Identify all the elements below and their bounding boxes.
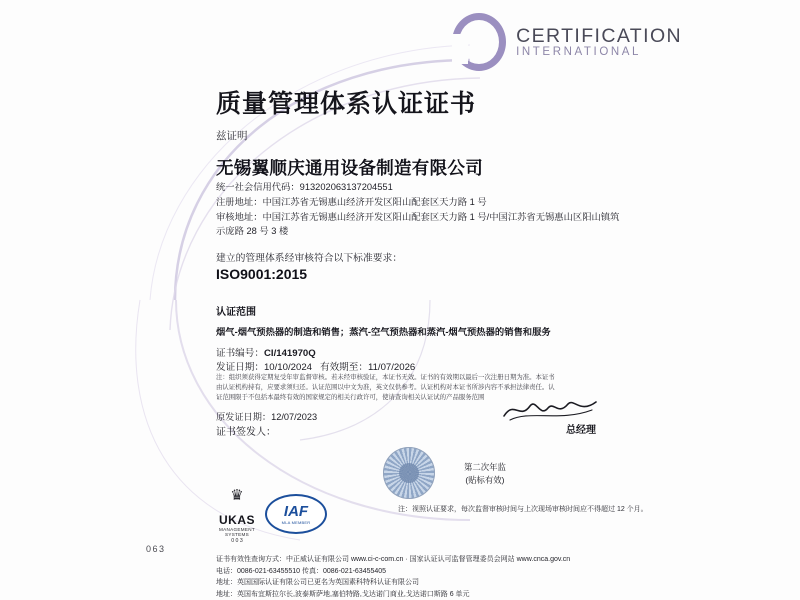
ukas-sublabel: MANAGEMENT SYSTEMS	[219, 527, 255, 537]
annual-line-2: (贴标有效)	[465, 474, 505, 485]
hereby-label: 兹证明	[216, 130, 248, 142]
iaf-mark	[265, 494, 327, 534]
issue-expiry-row	[216, 359, 415, 373]
brand-line-2: INTERNATIONAL	[516, 46, 642, 59]
expiry-date-label: 有效期至：	[319, 362, 368, 373]
standard-name: ISO9001:2015	[216, 266, 308, 282]
audit-address: 审核地址：中国江苏省无锡惠山经济开发区阳山配套区天力路 1 号/中国江苏省无锡惠山区阳山镇筑示庞路 28 号 3 楼	[216, 212, 620, 236]
expiry-date-value: 11/07/2026	[367, 362, 416, 373]
signature-icon	[500, 396, 600, 424]
original-issue-date: 原发证日期：12/07/2023	[216, 412, 318, 422]
legal-fineprint: 注：组织须获得定期复受年审监督审核。若未经审核验证，本证书无效。证书的有效期以最后一次注册日期为准。本证书由认证机构持有，应要求须归还。认证范围以中文为准，英文仅供参考。认证机构对本证书所涉内容不承担法律责任。认证范围限于不包括本最终有效的国家规定的相关行政许可，使请查询相关认证试的产品服务范围	[216, 374, 555, 401]
page-title: 质量管理体系认证证书	[216, 90, 477, 118]
scope-text: 烟气-烟气预热器的制造和销售；蒸汽-空气预热器和蒸汽-烟气预热器的销售和服务	[216, 327, 551, 337]
signer-title: 总经理	[566, 425, 596, 436]
issue-date-value: 10/10/2024	[263, 362, 312, 373]
iaf-label: IAF	[283, 502, 309, 520]
ring-logo-icon	[452, 13, 506, 71]
holographic-seal-icon	[383, 447, 435, 499]
brand-wordmark	[516, 26, 682, 59]
footer-line-1: 证书有效性查询方式：中正威认证有限公司 www.ci-c-com.cn · 国家认证认可监督管理委员会网站 www.cnca.gov.cn	[216, 556, 571, 563]
ukas-label: UKAS	[218, 513, 255, 527]
footer	[216, 554, 786, 600]
annual-surveillance-stamp	[464, 461, 506, 486]
certificate-number-row	[216, 345, 316, 359]
ukas-mark	[214, 486, 260, 544]
serial-number: 063	[146, 544, 166, 554]
company-name: 无锡翼顺庆通用设备制造有限公司	[216, 158, 483, 178]
footer-line-4: 地址：英国布宜斯拉尔长,波泰斯萨地,塞伯特路,戈达诺门商业,戈达诺口斯路 6 单元	[216, 590, 470, 598]
standard-intro: 建立的管理体系经审核符合以下标准要求：	[216, 253, 403, 264]
ukas-number: 0 0 3	[231, 538, 243, 544]
credit-code: 统一社会信用代码：913202063137204551	[216, 182, 393, 192]
seal-note: 注：视照认证要求，每次监督审核时间与上次现场审核时间应不得超过 12 个月。	[398, 506, 648, 513]
certificate-number-value: CI/141970Q	[263, 348, 316, 359]
scope-label: 认证范围	[216, 307, 256, 318]
brand-line-1: CERTIFICATION	[516, 24, 682, 47]
issue-date-label: 发证日期：	[216, 362, 264, 373]
iaf-sublabel: MLA MEMBER	[281, 519, 311, 525]
footer-line-2: 电话：0086-021-63455510 传真：0086-021-63455405	[216, 567, 387, 575]
registered-address: 注册地址：中国江苏省无锡惠山经济开发区阳山配套区天力路 1 号	[216, 197, 487, 207]
certificate-number-label: 证书编号：	[216, 348, 264, 359]
footer-line-3: 地址：英国国际认证有限公司已更名为英国素科特科认证有限公司	[216, 579, 419, 587]
annual-line-1: 第二次年监	[464, 462, 506, 472]
signer-label: 证书签发人：	[216, 427, 276, 438]
crown-icon: ♛	[230, 487, 244, 504]
brand-logo	[452, 8, 682, 76]
